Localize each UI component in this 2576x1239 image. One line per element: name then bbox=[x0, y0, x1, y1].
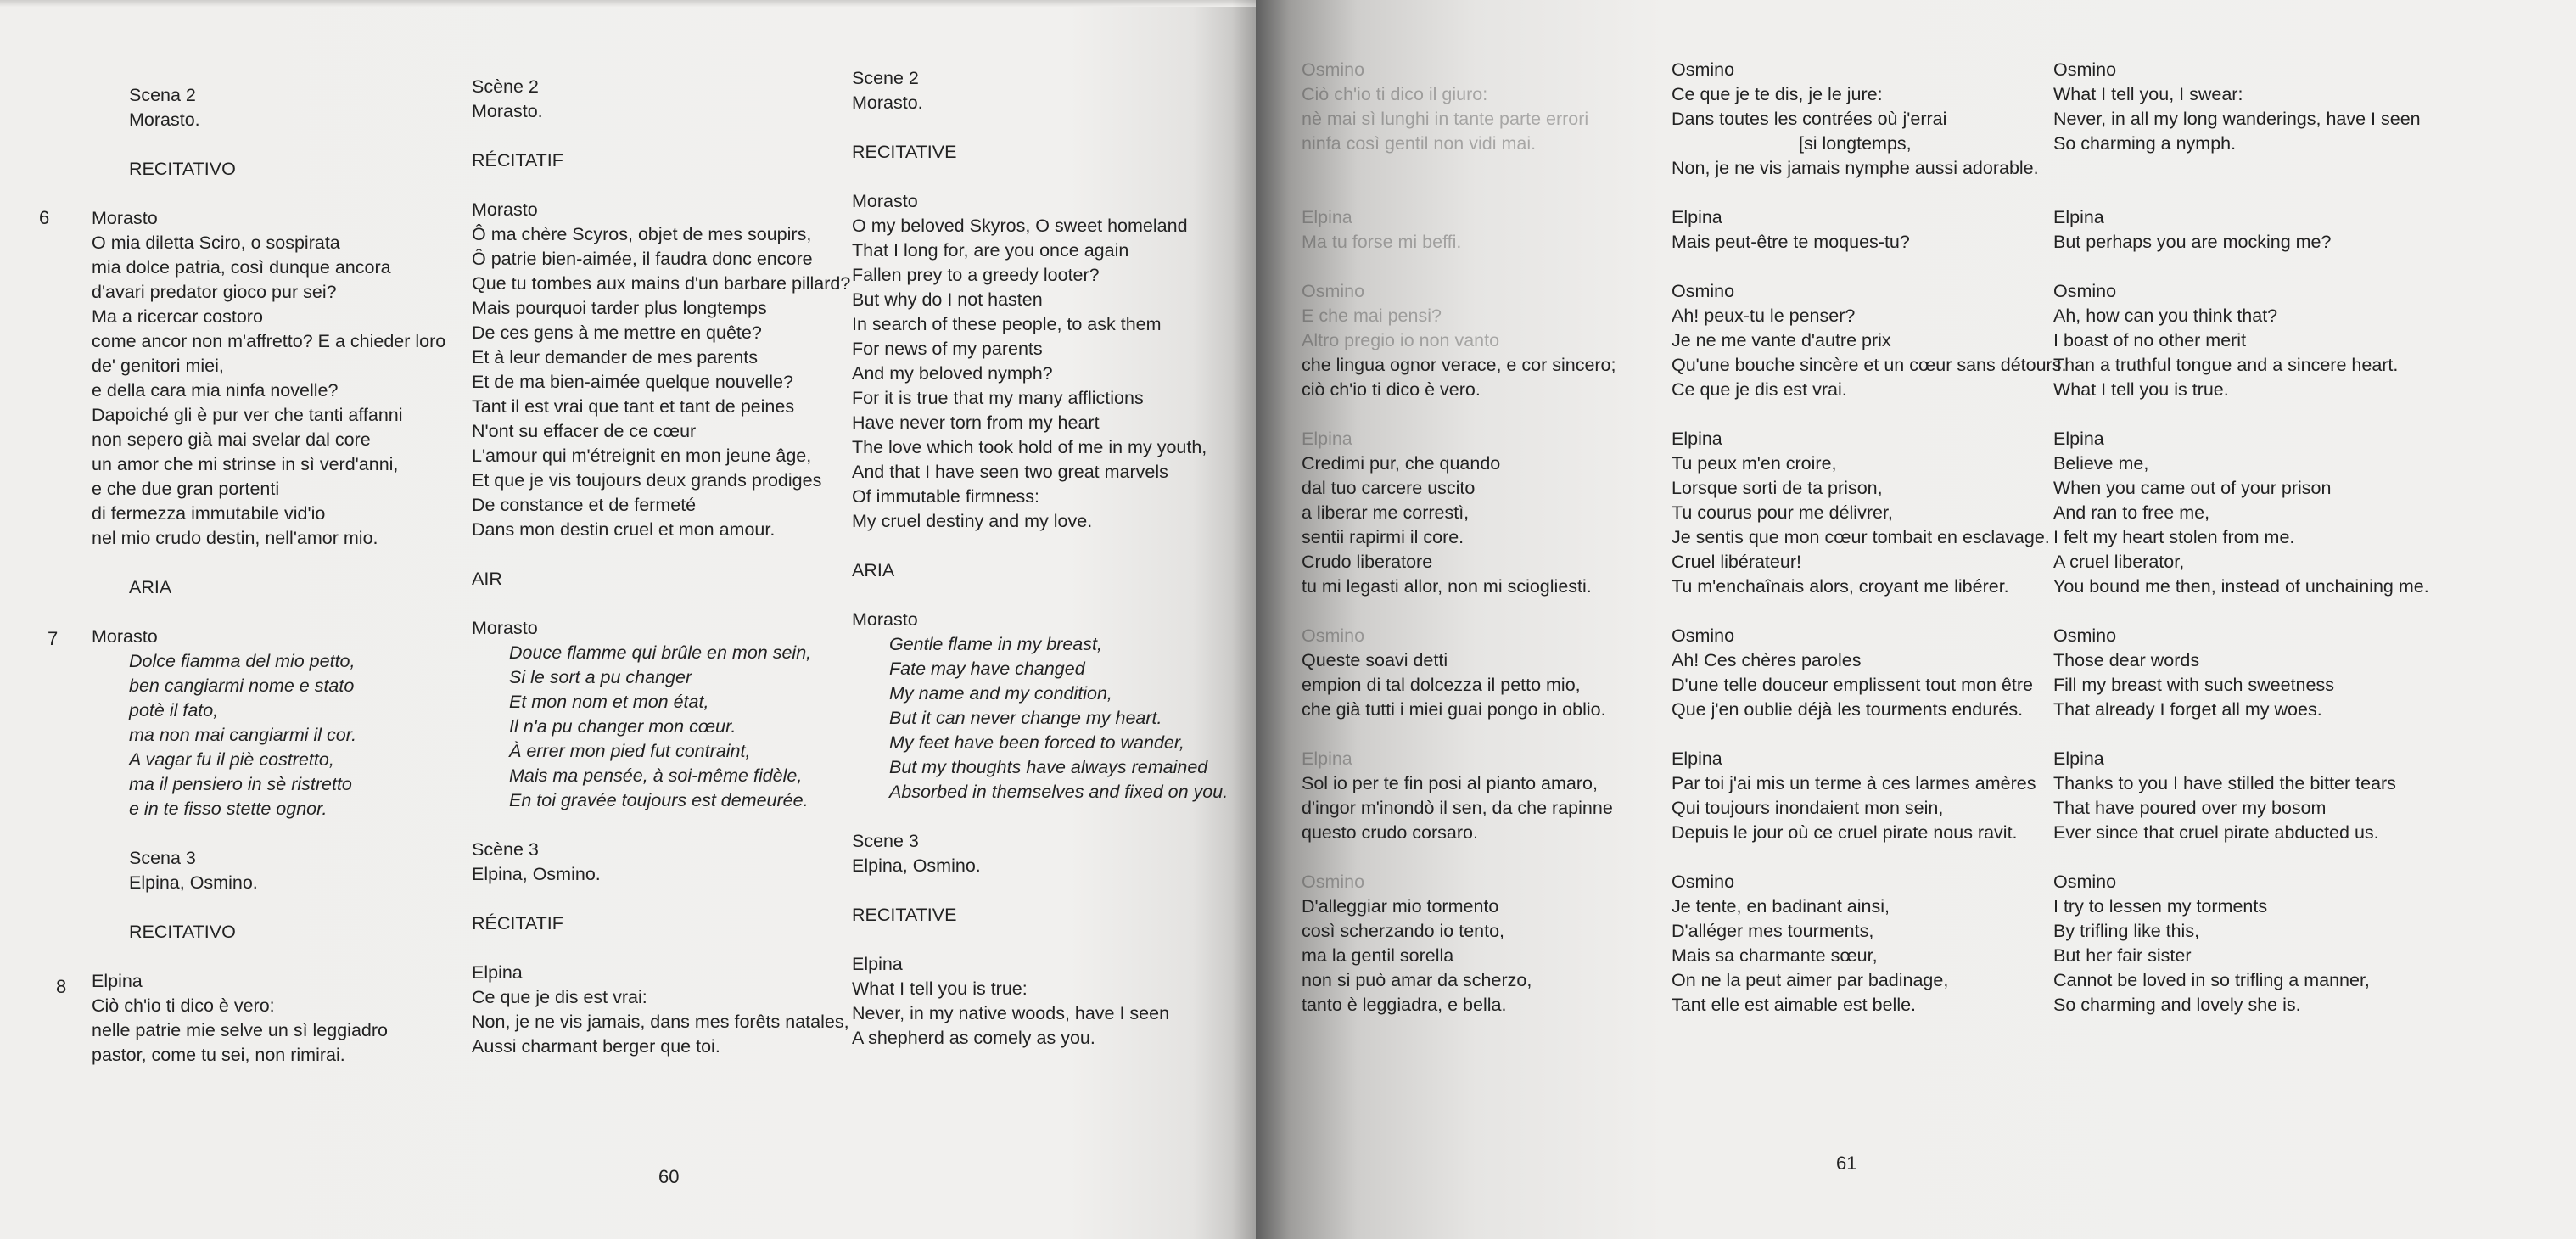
spacer bbox=[2053, 255, 2429, 279]
text-line: By trifling like this, bbox=[2053, 921, 2200, 941]
text-line: Osmino bbox=[2053, 872, 2117, 892]
spacer bbox=[92, 895, 445, 920]
text-line: In search of these people, to ask them bbox=[852, 314, 1162, 334]
text-line: RÉCITATIF bbox=[472, 150, 563, 171]
text-line: potè il fato, bbox=[129, 700, 219, 720]
text-line: Elpina bbox=[2053, 207, 2104, 227]
text-line: Credimi pur, che quando bbox=[1302, 453, 1501, 474]
text-line: Osmino bbox=[1302, 281, 1365, 301]
english-column bbox=[2053, 58, 2429, 1018]
text-line: ma il pensiero in sè ristretto bbox=[129, 774, 352, 794]
text-line: So charming and lovely she is. bbox=[2053, 995, 2301, 1015]
text-line: Et de ma bien-aimée quelque nouvelle? bbox=[472, 372, 793, 392]
text-line: Elpina, Osmino. bbox=[129, 872, 258, 893]
page-number: 61 bbox=[1836, 1152, 1857, 1174]
text-line: Osmino bbox=[2053, 281, 2117, 301]
italian-column bbox=[92, 83, 445, 1068]
spacer bbox=[1302, 722, 1616, 747]
text-line: tu mi legasti allor, non mi sciogliesti. bbox=[1302, 576, 1592, 597]
text-line: Elpina bbox=[2053, 429, 2104, 449]
page-number: 60 bbox=[658, 1166, 680, 1187]
spacer bbox=[92, 821, 445, 846]
text-line: non si può amar da scherzo, bbox=[1302, 970, 1532, 990]
text-line: Elpina, Osmino. bbox=[472, 864, 601, 884]
text-line: dal tuo carcere uscito bbox=[1302, 478, 1476, 498]
text-line: A shepherd as comely as you. bbox=[852, 1028, 1095, 1048]
text-line: Dapoiché gli è pur ver che tanti affanni bbox=[92, 405, 403, 425]
text-line: Mais pourquoi tarder plus longtemps bbox=[472, 298, 767, 318]
text-line: Dolce fiamma del mio petto, bbox=[129, 651, 356, 671]
text-line: What I tell you, I swear: bbox=[2053, 84, 2243, 104]
text-line: My name and my condition, bbox=[889, 683, 1112, 704]
text-line: Je tente, en badinant ainsi, bbox=[1672, 896, 1890, 917]
text-line: D'alleggiar mio tormento bbox=[1302, 896, 1499, 917]
spacer bbox=[472, 124, 850, 149]
text-line: N'ont su effacer de ce cœur bbox=[472, 421, 697, 441]
text-line: I boast of no other merit bbox=[2053, 330, 2247, 350]
text-line: e della cara mia ninfa novelle? bbox=[92, 380, 339, 401]
french-column bbox=[1672, 58, 2066, 1018]
spacer bbox=[1672, 722, 2066, 747]
text-line: Scene 3 bbox=[852, 831, 919, 851]
text-line: Qui toujours inondaient mon sein, bbox=[1672, 798, 1944, 818]
track-number: 6 bbox=[39, 207, 50, 228]
spacer bbox=[1672, 845, 2066, 870]
text-line: Par toi j'ai mis un terme à ces larmes amères bbox=[1672, 773, 2036, 793]
text-line: RECITATIVE bbox=[852, 142, 957, 162]
text-line: Osmino bbox=[2053, 625, 2117, 646]
text-line: Elpina bbox=[852, 954, 903, 974]
text-line: che lingua ognor verace, e cor sincero; bbox=[1302, 355, 1616, 375]
spacer bbox=[472, 591, 850, 616]
text-line: A vagar fu il piè costretto, bbox=[129, 749, 334, 770]
text-line: Lorsque sorti de ta prison, bbox=[1672, 478, 1883, 498]
text-line: RECITATIVO bbox=[129, 159, 236, 179]
text-line: Ô patrie bien-aimée, il faudra donc encore bbox=[472, 249, 813, 269]
text-line: un amor che mi strinse in sì verd'anni, bbox=[92, 454, 399, 474]
text-line: Morasto bbox=[472, 199, 538, 220]
spacer bbox=[92, 600, 445, 625]
text-line: You bound me then, instead of unchaining me. bbox=[2053, 576, 2429, 597]
text-line: Believe me, bbox=[2053, 453, 2149, 474]
text-line: Fate may have changed bbox=[889, 659, 1085, 679]
text-line: Ma a ricercar costoro bbox=[92, 306, 263, 327]
text-line: Queste soavi detti bbox=[1302, 650, 1448, 670]
text-line: Ma tu forse mi beffi. bbox=[1302, 232, 1462, 252]
text-line: Cannot be loved in so trifling a manner, bbox=[2053, 970, 2370, 990]
text-line: Scène 2 bbox=[472, 76, 539, 97]
text-line: d'avari predator gioco pur sei? bbox=[92, 282, 337, 302]
text-line: Non, je ne vis jamais nymphe aussi adorable. bbox=[1672, 158, 2039, 178]
text-line: Absorbed in themselves and fixed on you. bbox=[889, 782, 1229, 802]
text-line: But her fair sister bbox=[2053, 945, 2192, 966]
spacer bbox=[1302, 599, 1616, 624]
text-line: Never, in all my long wanderings, have I seen bbox=[2053, 109, 2421, 129]
text-line: Elpina bbox=[1302, 429, 1352, 449]
italian-column bbox=[1302, 58, 1616, 1018]
text-line: Ciò ch'io ti dico è vero: bbox=[92, 995, 275, 1016]
text-line: Ever since that cruel pirate abducted us. bbox=[2053, 822, 2379, 843]
text-line: e che due gran portenti bbox=[92, 479, 280, 499]
spacer bbox=[472, 542, 850, 567]
text-line: Ce que je dis est vrai: bbox=[472, 987, 647, 1007]
text-line: come ancor non m'affretto? E a chieder loro bbox=[92, 331, 446, 351]
text-line: And ran to free me, bbox=[2053, 502, 2210, 523]
text-line: Dans toutes les contrées où j'errai bbox=[1672, 109, 1947, 129]
text-line: À errer mon pied fut contraint, bbox=[509, 741, 751, 761]
text-line: O my beloved Skyros, O sweet homeland bbox=[852, 216, 1188, 236]
spacer bbox=[2053, 599, 2429, 624]
text-line: Morasto bbox=[92, 208, 158, 228]
spacer bbox=[852, 878, 1228, 903]
text-line: Elpina bbox=[1672, 748, 1722, 769]
text-line: But it can never change my heart. bbox=[889, 708, 1162, 728]
text-line: nelle patrie mie selve un sì leggiadro bbox=[92, 1020, 388, 1040]
spacer bbox=[852, 928, 1228, 952]
text-line: Elpina bbox=[1302, 748, 1352, 769]
text-line: Tu courus pour me délivrer, bbox=[1672, 502, 1893, 523]
page-top-edge bbox=[0, 0, 1256, 7]
text-line: nè mai sì lunghi in tante parte errori bbox=[1302, 109, 1589, 129]
spacer bbox=[2053, 845, 2429, 870]
text-line: A cruel liberator, bbox=[2053, 552, 2185, 572]
text-line: Have never torn from my heart bbox=[852, 412, 1100, 433]
text-line: So charming a nymph. bbox=[2053, 133, 2237, 154]
text-line: Of immutable firmness: bbox=[852, 486, 1040, 507]
text-line: And that I have seen two great marvels bbox=[852, 462, 1168, 482]
text-line: Scene 2 bbox=[852, 68, 919, 88]
text-line: Tant elle est aimable est belle. bbox=[1672, 995, 1917, 1015]
text-line: Il n'a pu changer mon cœur. bbox=[509, 716, 736, 737]
text-line: sentii rapirmi il core. bbox=[1302, 527, 1464, 547]
text-line: That I long for, are you once again bbox=[852, 240, 1129, 261]
text-line: Elpina bbox=[1672, 429, 1722, 449]
text-line: Ô ma chère Scyros, objet de mes soupirs, bbox=[472, 224, 812, 244]
spacer bbox=[852, 805, 1228, 829]
text-line: nel mio crudo destin, nell'amor mio. bbox=[92, 528, 378, 548]
text-line: Than a truthful tongue and a sincere heart. bbox=[2053, 355, 2399, 375]
track-number: 8 bbox=[56, 976, 67, 997]
text-line: That already I forget all my woes. bbox=[2053, 699, 2322, 720]
text-line: O mia diletta Sciro, o sospirata bbox=[92, 233, 340, 253]
spacer bbox=[2053, 156, 2429, 181]
text-line: Osmino bbox=[1302, 625, 1365, 646]
text-line: Et à leur demander de mes parents bbox=[472, 347, 759, 367]
text-line: Ce que je te dis, je le jure: bbox=[1672, 84, 1883, 104]
text-line: a liberar me correstì, bbox=[1302, 502, 1470, 523]
text-line: Sol io per te fin posi al pianto amaro, bbox=[1302, 773, 1598, 793]
text-line: De constance et de fermeté bbox=[472, 495, 697, 515]
text-line: Non, je ne vis jamais, dans mes forêts natales, bbox=[472, 1012, 849, 1032]
text-line: Morasto bbox=[852, 191, 918, 211]
text-line: Morasto bbox=[472, 618, 538, 638]
text-line: And my beloved nymph? bbox=[852, 363, 1053, 384]
spacer bbox=[2053, 181, 2429, 205]
spacer bbox=[1672, 255, 2066, 279]
text-line: Crudo liberatore bbox=[1302, 552, 1433, 572]
text-line: tanto è leggiadra, e bella. bbox=[1302, 995, 1507, 1015]
spacer bbox=[1302, 402, 1616, 427]
text-line: Depuis le jour où ce cruel pirate nous ravit. bbox=[1672, 822, 2018, 843]
text-line: Osmino bbox=[2053, 59, 2117, 80]
text-line: Mais peut-être te moques-tu? bbox=[1672, 232, 1910, 252]
text-line: What I tell you is true: bbox=[852, 978, 1028, 999]
spacer bbox=[1302, 156, 1616, 181]
spacer bbox=[472, 936, 850, 961]
text-line: My feet have been forced to wander, bbox=[889, 732, 1184, 753]
text-line: mia dolce patria, così dunque ancora bbox=[92, 257, 391, 278]
text-line: The love which took hold of me in my youth, bbox=[852, 437, 1207, 457]
text-line: D'une telle douceur emplissent tout mon être bbox=[1672, 675, 2033, 695]
text-line: Elpina bbox=[472, 962, 523, 983]
spacer bbox=[92, 551, 445, 575]
text-line: On ne la peut aimer par badinage, bbox=[1672, 970, 1949, 990]
text-line: Those dear words bbox=[2053, 650, 2200, 670]
text-line: ninfa così gentil non vidi mai. bbox=[1302, 133, 1537, 154]
text-line: For it is true that my many afflictions bbox=[852, 388, 1144, 408]
right-page bbox=[1256, 0, 2576, 1239]
spacer bbox=[472, 813, 850, 838]
text-line: For news of my parents bbox=[852, 339, 1043, 359]
text-line: What I tell you is true. bbox=[2053, 379, 2229, 400]
text-line: [si longtemps, bbox=[1799, 133, 1912, 154]
text-line: Elpina bbox=[92, 971, 143, 991]
text-line: Cruel libérateur! bbox=[1672, 552, 1801, 572]
text-line: But why do I not hasten bbox=[852, 289, 1043, 310]
english-column bbox=[852, 66, 1228, 1051]
text-line: Osmino bbox=[1672, 872, 1735, 892]
text-line: Never, in my native woods, have I seen bbox=[852, 1003, 1170, 1023]
text-line: E che mai pensi? bbox=[1302, 306, 1442, 326]
text-line: I try to lessen my torments bbox=[2053, 896, 2268, 917]
text-line: D'alléger mes tourments, bbox=[1672, 921, 1874, 941]
text-line: Elpina bbox=[1672, 207, 1722, 227]
french-column bbox=[472, 75, 850, 1059]
spacer bbox=[852, 583, 1228, 608]
text-line: questo crudo corsaro. bbox=[1302, 822, 1478, 843]
text-line: Morasto. bbox=[472, 101, 543, 121]
spacer bbox=[2053, 722, 2429, 747]
text-line: pastor, come tu sei, non rimirai. bbox=[92, 1045, 345, 1065]
text-line: Morasto bbox=[852, 609, 918, 630]
text-line: Elpina bbox=[2053, 748, 2104, 769]
spacer bbox=[1302, 845, 1616, 870]
text-line: Elpina bbox=[1302, 207, 1352, 227]
text-line: Que j'en oublie déjà les tourments endurés. bbox=[1672, 699, 2024, 720]
text-line: ma non mai cangiarmi il cor. bbox=[129, 725, 357, 745]
text-line: ARIA bbox=[129, 577, 172, 597]
text-line: di fermezza immutabile vid'io bbox=[92, 503, 326, 524]
text-line: RECITATIVO bbox=[129, 922, 236, 942]
text-line: de' genitori miei, bbox=[92, 356, 224, 376]
text-line: Ce que je dis est vrai. bbox=[1672, 379, 1847, 400]
text-line: But perhaps you are mocking me? bbox=[2053, 232, 2332, 252]
text-line: Ah! Ces chères paroles bbox=[1672, 650, 1862, 670]
track-number: 7 bbox=[48, 628, 59, 649]
text-line: En toi gravée toujours est demeurée. bbox=[509, 790, 809, 810]
text-line: Ciò ch'io ti dico il giuro: bbox=[1302, 84, 1488, 104]
text-line: Osmino bbox=[1672, 59, 1735, 80]
text-line: Tant il est vrai que tant et tant de peines bbox=[472, 396, 795, 417]
text-line: Mais sa charmante sœur, bbox=[1672, 945, 1878, 966]
text-line: Morasto bbox=[92, 626, 158, 647]
text-line: RECITATIVE bbox=[852, 905, 957, 925]
text-line: I felt my heart stolen from me. bbox=[2053, 527, 2295, 547]
text-line: That have poured over my bosom bbox=[2053, 798, 2327, 818]
text-line: Scène 3 bbox=[472, 839, 539, 860]
spacer bbox=[1302, 181, 1616, 205]
text-line: Dans mon destin cruel et mon amour. bbox=[472, 519, 776, 540]
text-line: Qu'une bouche sincère et un cœur sans détours. bbox=[1672, 355, 2067, 375]
text-line: così scherzando io tento, bbox=[1302, 921, 1505, 941]
text-line: Altro pregio io non vanto bbox=[1302, 330, 1500, 350]
text-line: d'ingor m'inondò il sen, da che rapinne bbox=[1302, 798, 1613, 818]
text-line: Et mon nom et mon état, bbox=[509, 692, 709, 712]
spacer bbox=[2053, 402, 2429, 427]
text-line: When you came out of your prison bbox=[2053, 478, 2332, 498]
text-line: Thanks to you I have stilled the bitter tears bbox=[2053, 773, 2396, 793]
spacer bbox=[472, 173, 850, 198]
spacer bbox=[472, 887, 850, 911]
left-page bbox=[0, 0, 1256, 1239]
text-line: Que tu tombes aux mains d'un barbare pillard? bbox=[472, 273, 851, 294]
text-line: Fallen prey to a greedy looter? bbox=[852, 265, 1100, 285]
text-line: But my thoughts have always remained bbox=[889, 757, 1208, 777]
text-line: Fill my breast with such sweetness bbox=[2053, 675, 2334, 695]
text-line: ciò ch'io ti dico è vero. bbox=[1302, 379, 1481, 400]
text-line: Aussi charmant berger que toi. bbox=[472, 1036, 720, 1057]
text-line: Je sentis que mon cœur tombait en esclavage. bbox=[1672, 527, 2050, 547]
text-line: non sepero già mai svelar dal core bbox=[92, 429, 371, 450]
spacer bbox=[852, 165, 1228, 189]
text-line: AIR bbox=[472, 569, 502, 589]
text-line: e in te fisso stette ognor. bbox=[129, 799, 328, 819]
text-line: Tu peux m'en croire, bbox=[1672, 453, 1837, 474]
spacer bbox=[852, 534, 1228, 558]
text-line: empion di tal dolcezza il petto mio, bbox=[1302, 675, 1581, 695]
spacer bbox=[1672, 599, 2066, 624]
spacer bbox=[852, 115, 1228, 140]
text-line: Et que je vis toujours deux grands prodiges bbox=[472, 470, 822, 491]
spacer bbox=[92, 182, 445, 206]
spacer bbox=[1672, 181, 2066, 205]
text-line: L'amour qui m'étreignit en mon jeune âge, bbox=[472, 446, 812, 466]
text-line: ARIA bbox=[852, 560, 895, 580]
text-line: ben cangiarmi nome e stato bbox=[129, 676, 355, 696]
text-line: Osmino bbox=[1672, 281, 1735, 301]
text-line: Si le sort a pu changer bbox=[509, 667, 692, 687]
text-line: Morasto. bbox=[852, 93, 923, 113]
text-line: Mais ma pensée, à soi-même fidèle, bbox=[509, 765, 803, 786]
text-line: My cruel destiny and my love. bbox=[852, 511, 1093, 531]
text-line: Gentle flame in my breast, bbox=[889, 634, 1102, 654]
text-line: De ces gens à me mettre en quête? bbox=[472, 322, 762, 343]
text-line: Osmino bbox=[1302, 872, 1365, 892]
text-line: Scena 2 bbox=[129, 85, 196, 105]
text-line: Douce flamme qui brûle en mon sein, bbox=[509, 642, 812, 663]
text-line: RÉCITATIF bbox=[472, 913, 563, 933]
text-line: Tu m'enchaînais alors, croyant me libérer. bbox=[1672, 576, 2009, 597]
text-line: Osmino bbox=[1302, 59, 1365, 80]
spacer bbox=[92, 132, 445, 157]
text-line: Osmino bbox=[1672, 625, 1735, 646]
text-line: Je ne me vante d'autre prix bbox=[1672, 330, 1891, 350]
spacer bbox=[92, 945, 445, 969]
text-line: Scena 3 bbox=[129, 848, 196, 868]
spacer bbox=[1672, 402, 2066, 427]
text-line: che già tutti i miei guai pongo in oblio. bbox=[1302, 699, 1606, 720]
text-line: Morasto. bbox=[129, 109, 200, 130]
text-line: ma la gentil sorella bbox=[1302, 945, 1454, 966]
spacer bbox=[1302, 255, 1616, 279]
text-line: Elpina, Osmino. bbox=[852, 855, 981, 876]
text-line: Ah, how can you think that? bbox=[2053, 306, 2278, 326]
text-line: Ah! peux-tu le penser? bbox=[1672, 306, 1856, 326]
